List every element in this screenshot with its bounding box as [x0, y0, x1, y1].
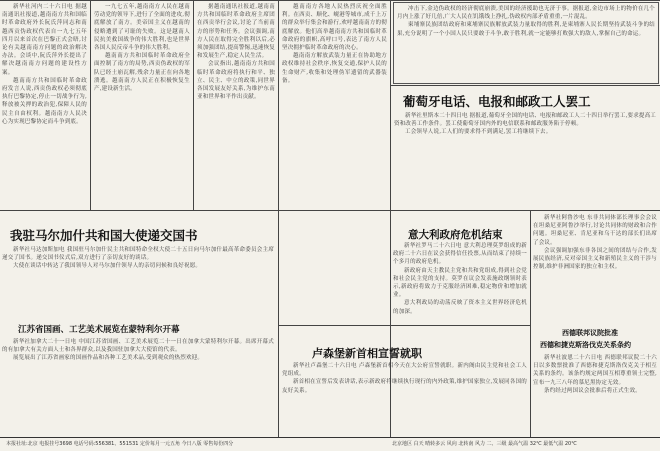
footer-bar	[0, 437, 660, 451]
article-jiangsu-body	[2, 338, 274, 435]
article-paragraph: 越南南方各地人民热烈庆祝全面胜利。在西贡、顺化、岘港等城市,成千上万的群众举行集会和游行,欢呼越南南方的彻底解放。他们高举越南南方共和国临时革命政府的旗帜,高呼口号,表达了南方人民坚决拥护临时革命政府的决心。	[282, 4, 387, 52]
article-paragraph: 新华社里斯本二十四日电 据报道,葡萄牙全国的电话、电报和邮政工人二十四日举行罢工,要求提高工资和改善工作条件。罢工使葡萄牙国内外的电信联系和邮政服务陷于停顿。	[394, 113, 656, 128]
article-paragraph: 一九七五年,越南南方人民在越南劳动党的领导下,进行了全面的进攻,彻底解放了南方。美帝国主义在越南的侵略遭到了可耻的失败。这是越南人民抗美救国战争的伟大胜利,也是世界各国人民反帝斗争的伟大胜利。	[94, 4, 190, 52]
article-luxembourg-body	[282, 362, 527, 435]
article-west-germany-body	[533, 354, 657, 435]
article-paragraph: 展览展出了江苏省画家的国画作品和各种工艺美术品,受到观众的热烈欢迎。	[13, 355, 204, 362]
article-vietnam-center	[197, 3, 275, 208]
article-paragraph: 越南南方解放武装力量正在协助地方政权维持社会秩序,恢复交通,保护人民的生命财产,收集和处理伪军遗留的武器装备。	[282, 53, 387, 84]
article-paragraph: 工会领导人说,工人们的要求得不到满足,罢工将继续下去。	[405, 129, 552, 136]
article-paragraph: 会议指出,越南南方共和国临时革命政府将执行和平、独立、民主、中立的政策,同世界各国发展友好关系,为维护东南亚和世界和平作出贡献。	[197, 61, 275, 101]
article-paragraph: 新华社加拿大二十一日电 中国江苏省国画、工艺美术展览二十一日在加拿大蒙特利尔开幕。出席开幕式的有加拿大有关方面人士和各界群众,以及我国驻加拿大大使馆的代表。	[2, 339, 274, 354]
article-paragraph: 新首相在宣誓后发表讲话,表示新政府将继续执行现行的内外政策,维护国家独立,发展同各国的友好关系。	[282, 379, 527, 394]
article-paragraph: 条约经过两国议会批准后将正式生效。	[544, 387, 641, 394]
divider	[530, 210, 531, 437]
footer-weather: 北京地区 白天 晴转多云 风向 北转南 风力 二、三级 最高气温 32℃ 最低气温 20℃	[392, 441, 577, 447]
article-portugal-body	[394, 112, 656, 207]
divider	[390, 210, 660, 211]
article-paragraph: 据越南通讯社报道,越南南方共和国临时革命政府主席团在西贡举行会议,讨论了当前南方的形势和任务。会议强调,南方人民在取得完全胜利以后,必须加强团结,提高警惕,迅速恢复和发展生产,稳定人民生活。	[197, 4, 275, 60]
divider	[193, 0, 194, 210]
article-paragraph: 越南南方共和国临时革命政府全面控制了南方的局势,西贡伪政权的军队已经土崩瓦解,残余力量正在向各地溃逃。越南南方人民正在积极恢复生产,建设新生活。	[94, 53, 190, 93]
article-africa-body	[533, 214, 657, 324]
divider	[278, 0, 279, 437]
subheadline-west-germany: 西德和捷克斯洛伐克关系条约	[540, 340, 631, 349]
article-paragraph: 越南南方共和国临时革命政府发言人说,西贡伪政权必须彻底执行巴黎协定,停止一切战争行为,释放被关押的政治犯,保障人民的民主自由权利。越南南方人民决心为实现巴黎协定而斗争到底。	[2, 77, 87, 125]
divider	[90, 0, 91, 210]
article-paragraph: 新华社罗马二十六日电 意大利总理莫罗组成的新政府二十六日在议会获得信任投票,从而结束了持续一个多月的政府危机。	[393, 243, 527, 266]
article-paragraph: 新政府由天主教民主党和共和党组成,得到社会党和社会民主党的支持。莫罗在议会发表施政纲领时表示,新政府将致力于克服经济困难,稳定物价和增加就业。	[393, 267, 527, 299]
article-paragraph: 新华社马达加斯加电 我国驻马尔加什民主共和国特命全权大使二十五日向马尔加什最高革命委员会主席递交了国书。递交国书仪式后,双方进行了亲切友好的谈话。	[2, 247, 274, 262]
article-vietnam-left	[2, 3, 87, 208]
article-paragraph: 冲击下,金边伪政权的经济彻底崩溃,美国的经济援助也无济于事。据报道,金边市场上的物价在几个月内上涨了好几倍,广大人民在饥饿线上挣扎,伪政权内部矛盾重重,一片混乱。	[397, 6, 655, 21]
article-paragraph: 柬埔寨民族团结政府和柬埔寨民族解放武装力量取得的胜利,是柬埔寨人民长期坚持武装斗争的结果,充分说明了一个小国人民只要敢于斗争,敢于胜利,就一定能够打败强大的敌人,掌握自己的命运。	[397, 22, 655, 37]
article-paragraph: 新华社波恩二十六日电 西德联邦议院二十六日以多数票批准了西德和捷克斯洛伐克关于相互关系的条约。该条约规定两国互相尊重领土完整,宣布一九三八年的慕尼黑协定无效。	[533, 355, 657, 386]
article-paragraph: 会议强调加强东非各国之间的团结与合作,发展民族经济,反对帝国主义和新殖民主义的干涉与控制,维护非洲国家的独立和主权。	[533, 247, 657, 271]
headline-italy: 意大利政府危机结束	[408, 229, 503, 241]
article-paragraph: 新华社卢森堡二十六日电 卢森堡新首相今天在大公府宣誓就职。新内阁由民主党和社会工人党组成。	[282, 363, 527, 378]
article-paragraph: 意大利政局的动荡反映了资本主义世界经济危机的加深。	[393, 300, 527, 315]
headline-luxembourg: 卢森堡新首相宣誓就职	[312, 347, 422, 360]
footer-publisher-info: 本报社址:北京 电报挂号3698 电话号码:556381、551531 定价每月一元五角 今日八版 零售每份四分	[6, 441, 234, 447]
headline-west-germany: 西德联邦议院批准	[562, 328, 618, 337]
article-body	[397, 5, 655, 81]
article-paragraph: 新华社河内二十六日电 据越南通讯社报道,越南南方共和国临时革命政府外长阮氏萍同志和南越西贡伪政权代表自一九七五年四月以来首次在巴黎正式会晤,讨论有关越南南方问题的政治解决办法。会谈中,阮氏萍外长提出了解决越南南方问题的建设性方案。	[2, 4, 87, 76]
headline-jiangsu: 江苏省国画、工艺美术展览在蒙特利尔开幕	[18, 325, 180, 335]
headline-ambassador: 我驻马尔加什共和国大使递交国书	[10, 228, 198, 243]
divider	[390, 85, 660, 86]
headline-portugal: 葡萄牙电话、电报和邮政工人罢工	[403, 94, 591, 109]
article-paragraph: 新华社阿鲁沙电 东非共同体部长理事会会议在坦桑尼亚阿鲁沙举行,讨论共同体的财政和合作问题。坦桑尼亚、肯尼亚和乌干达的部长们出席了会议。	[533, 215, 657, 246]
article-ambassador-body	[2, 246, 274, 316]
article-vietnam-middle	[94, 3, 190, 208]
article-box-cambodia	[393, 2, 659, 84]
article-paragraph: 大使在谈话中转达了我国领导人对马尔加什领导人的亲切问候和良好祝愿。	[13, 263, 202, 270]
divider	[0, 0, 660, 1]
article-italy-body	[393, 242, 527, 322]
